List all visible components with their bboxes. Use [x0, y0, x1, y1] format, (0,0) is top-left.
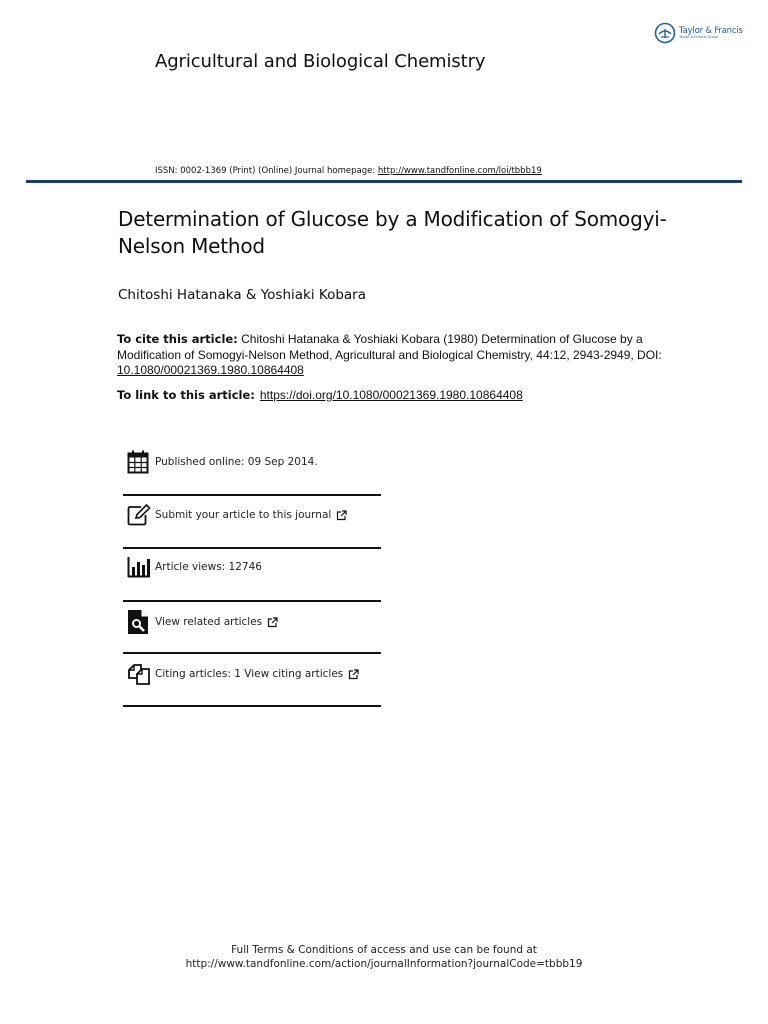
cite-label: To cite this article: [117, 332, 238, 346]
citing-articles-row[interactable] [123, 662, 381, 686]
divider [123, 705, 381, 707]
taylor-francis-logo-icon [654, 22, 676, 44]
cite-text: Chitoshi Hatanaka & Yoshiaki Kobara (1980) Determination of Glucose by a Modification of Somogyi-Nelson Method, Agricultural and Biological Chemistry, 44:12, 2943-2949, DOI: [117, 332, 662, 362]
divider [123, 600, 381, 602]
divider [123, 494, 381, 496]
document-search-icon [127, 609, 149, 635]
published-online-text: Published online: 09 Sep 2014. [155, 456, 318, 468]
link-line [117, 388, 523, 402]
publisher-group: Taylor & Francis Group [679, 35, 719, 39]
article-title: Determination of Glucose by a Modification of Somogyi-Nelson Method [118, 207, 667, 258]
divider [123, 652, 381, 654]
header-rule [26, 180, 742, 183]
citing-documents-icon [127, 662, 151, 686]
citation-block [117, 332, 677, 379]
submit-article-row[interactable] [123, 504, 381, 526]
external-link-icon [267, 617, 278, 628]
related-articles-row[interactable] [123, 609, 381, 635]
footer [0, 943, 768, 971]
issn-text: ISSN: 0002-1369 (Print) (Online) Journal homepage: [155, 166, 378, 176]
divider [123, 547, 381, 549]
citing-articles-link[interactable]: Citing articles: 1 View citing articles [155, 668, 344, 680]
bar-chart-icon [127, 556, 151, 578]
external-link-icon [336, 510, 347, 521]
external-link-icon [348, 669, 359, 680]
cite-doi-link[interactable]: 10.1080/00021369.1980.10864408 [117, 363, 304, 377]
view-related-articles-link[interactable]: View related articles [155, 616, 263, 628]
journal-title: Agricultural and Biological Chemistry [155, 51, 486, 72]
footer-terms-link[interactable]: http://www.tandfonline.com/action/journalInformation?journalCode=tbbb19 [185, 958, 583, 970]
publisher-logo [654, 22, 743, 44]
calendar-icon [127, 450, 149, 474]
submit-article-link[interactable]: Submit your article to this journal [155, 509, 332, 521]
article-views-row [123, 556, 381, 578]
link-label: To link to this article: [117, 388, 255, 402]
article-views-text: Article views: 12746 [155, 561, 262, 573]
published-online-row [123, 450, 381, 474]
journal-homepage-link[interactable]: http://www.tandfonline.com/loi/tbbb19 [377, 166, 542, 176]
article-doi-link[interactable]: https://doi.org/10.1080/00021369.1980.10864408 [259, 388, 523, 402]
edit-icon [127, 504, 151, 526]
footer-line-1: Full Terms & Conditions of access and use can be found at [231, 944, 537, 956]
authors: Chitoshi Hatanaka & Yoshiaki Kobara [118, 287, 366, 303]
publisher-name: Taylor & Francis [679, 25, 743, 36]
issn-line [155, 166, 542, 176]
